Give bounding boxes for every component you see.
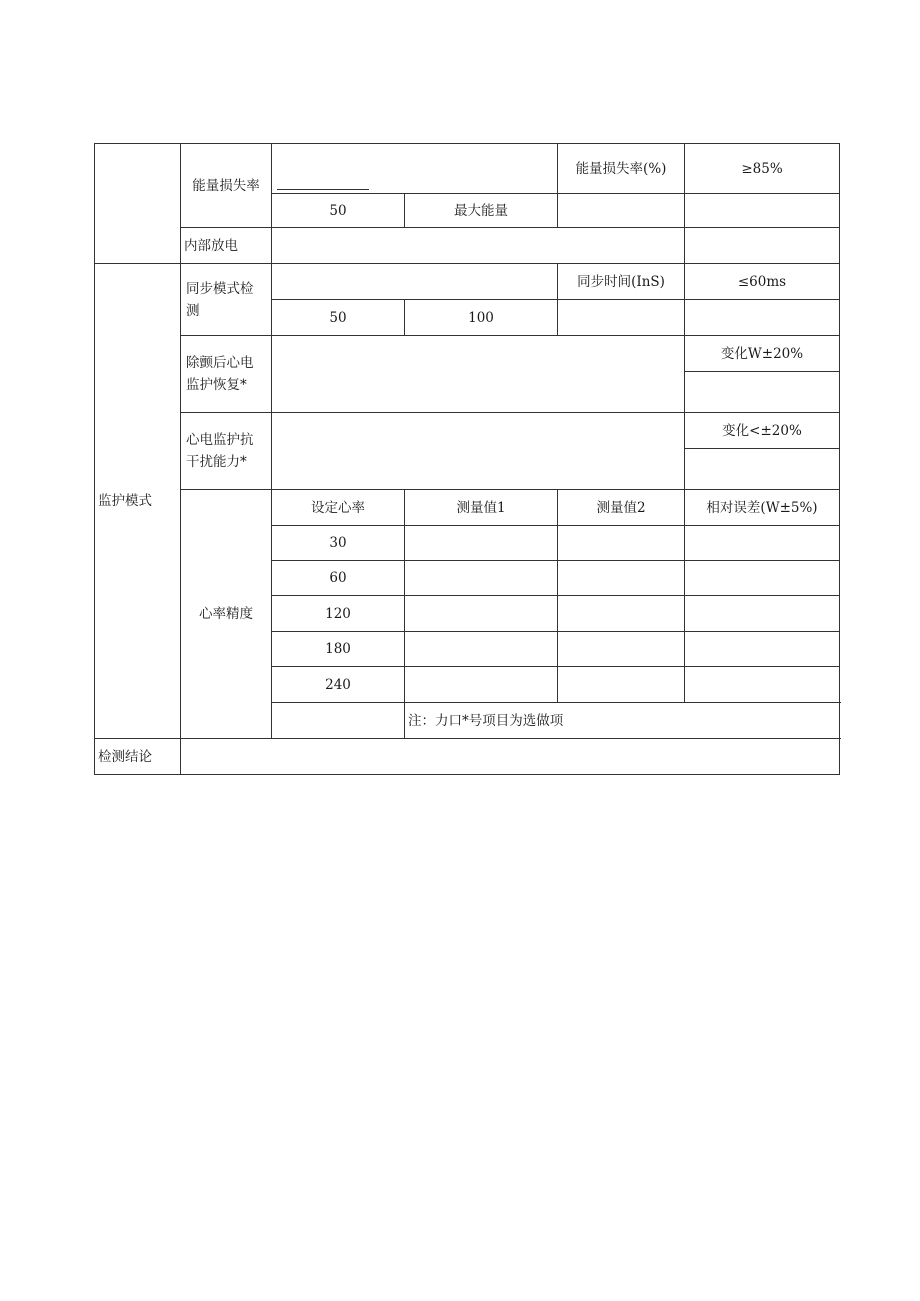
energy-blank-cell-2 [685, 194, 840, 228]
section-cell-energy [95, 144, 181, 264]
hr-blank-cell [405, 526, 558, 561]
hr-rate-cell: 60 [272, 561, 405, 596]
energy-loss-rate-requirement: ≥85% [685, 144, 840, 194]
internal-discharge-label: 内部放电 [181, 228, 272, 264]
inspection-table [94, 143, 840, 775]
energy-loss-input-cell [272, 144, 558, 194]
sync-mode-label [181, 264, 272, 336]
sync-time-label: 同步时间(InS) [558, 264, 685, 300]
hr-blank-cell [685, 596, 840, 632]
hr-header-measured-2: 测量值2 [558, 490, 685, 526]
sync-mode-label-text: 同步模式检测 [186, 280, 254, 319]
sync-blank-1 [558, 300, 685, 336]
hr-blank-cell [558, 596, 685, 632]
hr-blank-cell [685, 561, 840, 596]
hr-blank-cell [558, 632, 685, 667]
hr-blank-cell [405, 667, 558, 703]
monitor-mode-label: 监护模式 [95, 264, 181, 739]
anti-interference-result [685, 449, 840, 490]
hr-header-error: 相对误差(W±5%) [685, 490, 840, 526]
hr-rate-cell: 240 [272, 667, 405, 703]
note-text: 注：力口*号项目为选做项 [405, 703, 840, 739]
energy-loss-label: 能量损失率 [181, 144, 272, 228]
blank-underline [277, 189, 369, 190]
hr-blank-cell [405, 596, 558, 632]
anti-interference-requirement: 变化<±20% [685, 413, 840, 449]
hr-blank-cell [558, 561, 685, 596]
post-defib-result [685, 372, 840, 413]
hr-header-set: 设定心率 [272, 490, 405, 526]
energy-value-cell: 50 [272, 194, 405, 228]
energy-loss-rate-label: 能量损失率(%) [558, 144, 685, 194]
anti-interference-blank [272, 413, 685, 490]
conclusion-label: 检测结论 [95, 739, 181, 775]
hr-blank-cell [405, 632, 558, 667]
post-defib-label [181, 336, 272, 413]
post-defib-requirement: 变化W±20% [685, 336, 840, 372]
hr-rate-cell: 120 [272, 596, 405, 632]
sync-value-1: 50 [272, 300, 405, 336]
sync-blank-2 [685, 300, 840, 336]
conclusion-value [181, 739, 840, 775]
internal-discharge-blank [272, 228, 685, 264]
sync-time-requirement: ≤60ms [685, 264, 840, 300]
hr-rate-cell: 180 [272, 632, 405, 667]
hr-blank-cell [558, 526, 685, 561]
note-blank-cell [272, 703, 405, 739]
max-energy-label: 最大能量 [405, 194, 558, 228]
hr-accuracy-label: 心率精度 [181, 490, 272, 739]
sync-value-2: 100 [405, 300, 558, 336]
hr-blank-cell [685, 526, 840, 561]
sync-blank-cell [272, 264, 558, 300]
anti-interference-label-text: 心电监护抗干扰能力* [186, 432, 254, 470]
hr-blank-cell [685, 667, 840, 703]
hr-rate-cell: 30 [272, 526, 405, 561]
post-defib-blank [272, 336, 685, 413]
hr-header-measured-1: 测量值1 [405, 490, 558, 526]
anti-interference-label [181, 413, 272, 490]
hr-blank-cell [405, 561, 558, 596]
hr-blank-cell [685, 632, 840, 667]
energy-blank-cell-1 [558, 194, 685, 228]
post-defib-label-text: 除颤后心电监护恢复* [186, 355, 254, 393]
hr-blank-cell [558, 667, 685, 703]
internal-discharge-result [685, 228, 840, 264]
